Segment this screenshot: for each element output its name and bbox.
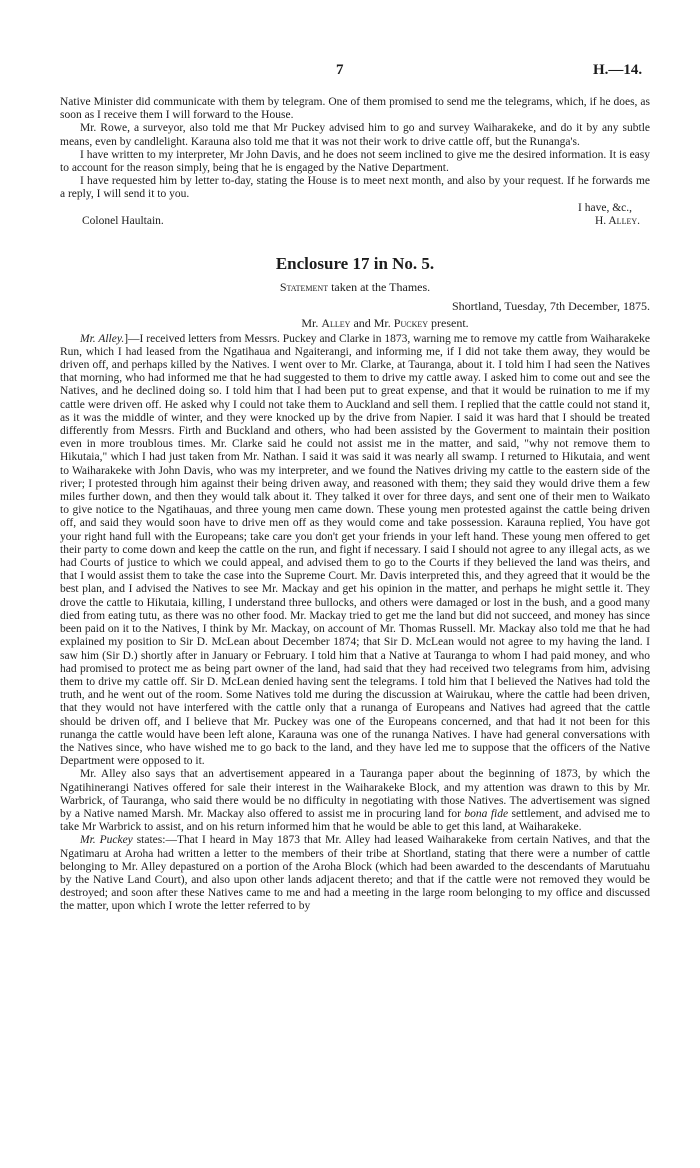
letter-paragraph-2: Mr. Rowe, a surveyor, also told me that Mr Puckey advised him to go and survey Waiharakeke, and do it by any subtle means, even by candlelight. Karauna also told me that it was not their work to drive cattle off, but the Runanga's. (60, 122, 650, 148)
present-mid: and Mr. (350, 315, 394, 330)
present-pre: Mr. (301, 315, 322, 330)
letter-paragraph-1: Native Minister did communicate with them by telegram. One of them promised to send me the telegrams, which, if he does, as soon as I receive them I will forward to the House. (60, 96, 650, 122)
letter-signoff (60, 202, 650, 228)
letter-paragraph-4: I have requested him by letter to-day, stating the House is to meet next month, and also by your request. If he forwards me a reply, I will send it to you. (60, 175, 650, 201)
enclosure-title: Enclosure 17 in No. 5. (275, 253, 435, 273)
statement-paragraph-1-text: ]—I received letters from Messrs. Puckey and Clarke in 1873, warning me to remove my cattle from Waiharakeke Run, which I had leased from the Ngatihaua and Ngaiterangi, and informing me, if I did not take them away, they would be driven off, and perhaps killed by the Natives. I went over to Mr. Clarke, at Tauranga, about it. I told him I had seen the Natives that morning, who had informed me that he had suggested to them to drive my cattle away. I asked him to come out and see the Natives, and he declined doing so. I told him that I had been put to great expense, and that it would be ruination to me if my cattle were driven off. He asked why I could not take them to Auckland and sell them. I replied that the cattle could not stand it, as it was the middle of winter, and they were knocked up by the drive from Napier. I said it was hard that I should be treated differently from Messrs. Firth and Buckland and others, who had been assisted by the Goverment to maintain their position even in more troublous times. Mr. Clarke said he could not assist me in the matter, and said, "why not remove them to Hikutaia," which I had just taken from Mr. Nathan. I said it was said it was nearly all swamp. I returned to Hikutaia, and went to Waiharakeke with John Davis, who was my interpreter, and we found the Natives driving my cattle to the eastern side of the river; I protested through him against their being driven away, and reasoned with them; they said they would drive them a few miles further down, and then they would talk about it. They talked it over for three days, and sent one of their men to Waikato to give notice to the Ngatihauas, and three young men came down. These young men protested against the cattle being driven off, and said they would soon have to drive men off as they would come and take possession. Karauna replied, You have got your right hand full with the Europeans; take care you don't get your friends in your left hand. These young men offered to get their party to come down and keep the cattle on the run, and fight if necessary. I said I should not agree to any illegal acts, as we had Courts of justice to which we could appeal, and advised them to go to the Courts if they believed the land was theirs, and that I would assist them to take the case into the Supreme Court. Mr. Davis interpreted this, and they agreed that it would be the best plan, and I advised the Natives to see Mr. Mackay and get his opinion in the matter, and perhaps he might settle it. They drove the cattle to Hikutaia, killing, I understand three bullocks, and others were damaged or lost in the bush, and a good many died from eating tutu, as there was no other food. Mr. Mackay tried to get me the land but did not succeed, and money has since been paid on it to the Natives, I think by Mr. Mackay, on account of Mr. Thomas Russell. Mr. Mackay also told me that he had explained my position to Sir D. McLean about December 1874; that Sir D. McLean would not agree to my having the land. I saw him (Sir D.) shortly after in January or February. I told him that a Native at Tauranga to whom I had paid money, and who had promised to protect me as being part owner of the land, had said that they had received two telegrams from him, advising them to drive my cattle off. Sir D. McLean denied having sent the telegrams. I told him that I believed the Natives had told the truth, and he went out of the room. Some Natives told me during the discussion at Wairukau, where the cattle had been driven, that they would not have interfered with the cattle only that a runanga of Europeans and Natives had agreed that the cattle should be driven off, and I believe that Mr. Puckey was one of the Europeans concerned, and that had it not been for this runanga the cattle would have been left alone, Karauna was one of the runanga Natives. I have had general conversations with the Natives since, who have wished me to go back to the land, and they have led me to suppose that the officers of the Native Department were opposed to it. (60, 332, 651, 768)
page-body (60, 96, 650, 914)
speaker-alley: Mr. Alley. (80, 332, 125, 345)
place-date: Shortland, Tuesday, 7th December, 1875. (451, 298, 650, 313)
bona-fide-italic: bona fide (464, 807, 509, 820)
statement-paragraph-3-text: states:—That I heard in May 1873 that Mr. Alley had leased Waiharakeke from certain Natives, and that the Ngatimaru at Aroha had written a letter to the members of their tribe at Shortland, stating that there were a number of cattle belonging to Mr. Alley depastured on a portion of the Aroha Block (which had been awarded to the descendants of Marutuahu by the Native Land Court), and also upon other lands adjacent thereto; and that if the cattle were not removed they would be destroyed; and soon after these Natives came to me and had a meeting in the large room belonging to my office and discussed the matter, upon which I wrote the letter referred to by (60, 834, 650, 913)
subtitle-smallcaps: Statement (279, 279, 329, 294)
document-reference: H.—14. (593, 62, 643, 78)
statement-paragraph-2a: Mr. Alley also says that an advertisement appeared in a Tauranga paper about the beginning of 1873, by which the Ngatihinerangi Natives offered for sale their interest in the Waiharakeke Block, and my attention was drawn to this by Mr. Warbrick, of Tauranga, who said there would be no difficulty in negotiating with those Natives. The advertisement was signed by a Native named Marsh. Mr. Mackay also offered to assist me in procuring land for (60, 768, 650, 820)
enclosure-subtitle (60, 280, 650, 295)
letter-addressee: Colonel Haultain. (82, 214, 164, 227)
statement-paragraph-2b: settlement, and advised me to take Mr Warbrick to assist, and on his return informed him that he would be able to get this land, at Waiharakeke. (60, 807, 651, 834)
present-name-alley: Alley (321, 315, 351, 330)
present-line (60, 316, 650, 331)
present-post: present. (428, 315, 469, 330)
statement-paragraph-2 (60, 768, 650, 834)
statement-paragraph-1 (60, 333, 650, 769)
speaker-puckey: Mr. Puckey (80, 834, 133, 847)
letter-paragraph-3: I have written to my interpreter, Mr John Davis, and he does not seem inclined to give me the desired information. It is easy to account for the reason simply, being that he is engaged by the Native Department. (60, 148, 650, 175)
letter-closing: I have, &c., (578, 201, 632, 214)
page-number: 7 (336, 62, 344, 78)
subtitle-rest: taken at the Thames. (328, 279, 431, 294)
present-name-puckey: Puckey (393, 315, 429, 330)
statement-paragraph-3 (60, 834, 650, 913)
letter-signature: H. Alley. (594, 214, 640, 227)
